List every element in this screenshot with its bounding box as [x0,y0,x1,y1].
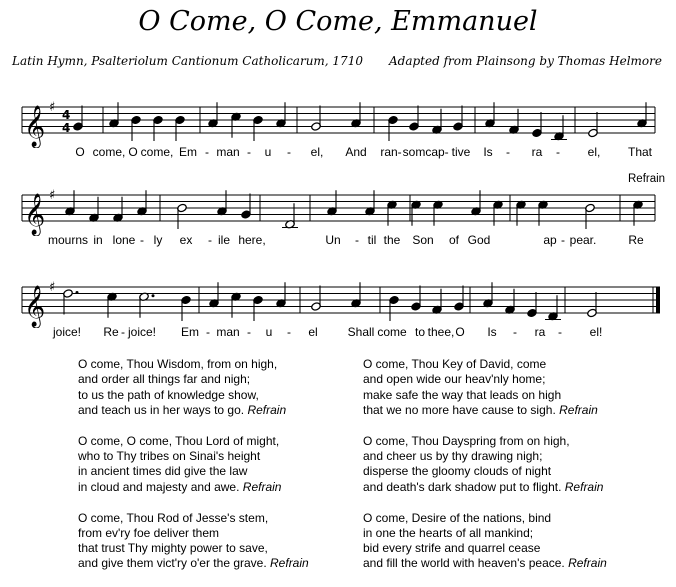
note [282,203,298,229]
verses-right-column [363,357,607,587]
note [231,292,242,318]
verse-line [363,556,607,571]
lyric-syllable: pear. [569,233,597,247]
verse-line-text: in one the hearts of all mankind; [363,525,534,540]
note [365,190,376,216]
lyric-syllable: of [448,233,460,247]
lyric-syllable: el, [310,145,324,159]
note [107,292,118,318]
note [411,200,422,226]
verse-line [78,541,309,556]
lyric-syllable: el! [589,325,603,339]
verse-line-text: and order all things far and nigh; [78,372,251,387]
note [432,289,443,315]
note [65,190,76,216]
verse-line [363,372,607,387]
verse-line [78,556,309,571]
key-signature-sharp-icon: ♯ [49,188,56,203]
verse [363,434,607,495]
lyric-syllable: - [206,325,210,339]
lyric-syllable: ra [534,325,546,339]
lyric-syllable: joice! [127,325,157,339]
lyric-syllable: Shall [347,325,375,339]
lyric-syllable: - [121,325,125,339]
lyric-syllable: el [308,325,318,339]
note [209,282,220,308]
lyric-syllable: lone [112,233,136,247]
key-signature-sharp-icon: ♯ [49,100,56,115]
lyric-syllable: ran- [380,145,402,159]
lyric-syllable: man [216,325,240,339]
note [493,200,504,226]
verse-line-text: disperse the gloomy clouds of night [363,464,552,479]
note [588,112,599,138]
lyric-syllable: u [265,325,273,339]
verse [78,357,309,418]
verse-line [78,449,309,464]
note [137,190,148,216]
note [389,295,400,321]
lyric-syllable: O [455,325,465,339]
verse-line [363,449,607,464]
lyric-syllable: That [627,145,653,159]
note [545,295,561,321]
verse-line-text: and cheer us by thy drawing nigh; [363,449,543,464]
note [387,200,398,226]
verse-line-text: bid every strife and quarrel cease [363,541,541,556]
verse-line-text: in cloud and majesty and awe. [78,479,240,494]
lyric-syllable: - [140,233,144,247]
lyric-syllable: thee, [427,325,455,339]
lyric-syllable: ile [217,233,231,247]
lyric-syllable: el, [587,145,601,159]
verse [363,357,607,418]
lyric-syllable: - [287,145,291,159]
verse-line-text: O come, O come, Thou Lord of might, [78,433,280,448]
lyric-syllable: som [402,145,426,159]
lyric-syllable: O [128,145,138,159]
refrain-cue: Refrain [247,402,287,417]
note [587,292,598,318]
lyric-syllable: - [247,145,251,159]
verse-line-text: and open wide our heav'nly home; [363,372,546,387]
verse-line [363,464,607,479]
lyric-syllable: Em [179,145,197,159]
lyric-syllable: tive [451,145,471,159]
refrain-marker: Refrain [628,173,666,185]
note [409,106,420,132]
note [109,102,120,128]
note [241,194,252,220]
note [538,200,549,226]
verse-line-text: O come, Thou Dayspring from on high, [363,433,570,448]
lyric-syllable: ly [153,233,163,247]
lyric-syllable: here, [238,233,266,247]
lyric-syllable: - [561,233,565,247]
verse-line-text: O come, Thou Wisdom, from on high, [78,357,278,371]
note [351,102,362,128]
lyric-syllable: til [367,233,377,247]
lyric-syllable: to [414,325,426,339]
note [485,102,496,128]
lyric-syllable: Re [628,233,644,247]
lyric-syllable: And [345,145,367,159]
note [181,295,192,321]
note [527,292,538,318]
lyric-syllable: come, [92,145,126,159]
key-signature-sharp-icon: ♯ [49,280,56,295]
note [433,200,444,226]
note [208,102,219,128]
verses-left-column [78,357,309,587]
verse-line-text: that trust Thy mighty power to save, [78,541,268,556]
verse-line-text: that we no more have cause to sigh. [363,402,556,417]
verse-line [363,526,607,541]
lyric-syllable: - [558,325,562,339]
verse-line-text: and death's dark shadow put to flight. [363,479,562,494]
note [113,197,124,223]
refrain-cue: Refrain [270,556,309,571]
verse [78,511,309,572]
verse-line [78,480,309,495]
hymn-title: O Come, O Come, Emmanuel [138,6,538,37]
lyric-syllable: - [205,145,209,159]
lyric-syllable: - [513,325,517,339]
refrain-cue: Refrain [564,479,604,494]
note [505,289,516,315]
lyric-syllable: the [383,233,401,247]
treble-clef-icon: 𝄞 [24,194,46,235]
verse-line [363,541,607,556]
verse-line-text: who to Thy tribes on Sinai's height [78,449,261,464]
lyric-syllable: Em [181,325,199,339]
note [637,102,648,128]
verse-line [78,357,309,372]
refrain-cue: Refrain [559,402,598,417]
music-staff-1 [0,98,676,148]
verse-line [78,434,309,449]
note [139,292,155,318]
note [432,109,443,135]
note [153,115,164,141]
lyric-syllable: - [506,145,510,159]
final-bar-thick [656,287,660,313]
lyric-syllable: - [355,233,359,247]
lyric-syllable: in [93,233,103,247]
verse-line [78,511,309,526]
note [311,106,322,132]
lyric-syllable: ap [543,233,557,247]
lyric-syllable: O [75,145,85,159]
text-credit: Latin Hymn, Psalteriolum Cantionum Catholicarum, 1710 [12,54,363,68]
note [633,200,644,226]
lyric-syllable: come, [140,145,174,159]
verse-line-text: and fill the world with heaven's peace. [363,556,565,571]
verse-line-text: in ancient times did give the law [78,464,248,479]
lyric-syllable: Is [487,325,497,339]
note [388,115,399,141]
verse-line-text: O come, Thou Rod of Jesse's stem, [78,510,269,525]
lyric-syllable: u [264,145,272,159]
note [276,282,287,308]
verse [78,434,309,495]
time-signature-bottom: 4 [62,121,71,135]
note [411,286,422,312]
lyric-syllable: ex [179,233,193,247]
verse-line-text: and give them vict'ry o'er the grave. [78,556,267,571]
music-staff-3 [0,278,676,328]
refrain-cue: Refrain [242,479,282,494]
note [454,286,465,312]
verse-line-text: and teach us in her ways to go. [78,402,245,417]
time-signature-top: 4 [62,108,71,122]
lyric-syllable: ra [531,145,543,159]
lyric-syllable: God [467,233,491,247]
verse-line [363,357,607,372]
verse-line [78,464,309,479]
verse-line [363,480,607,495]
note [175,115,186,141]
note [131,115,142,141]
verse-line [363,388,607,403]
note [276,102,287,128]
verse-line-text: O come, Desire of the nations, bind [363,510,552,525]
note [177,203,188,229]
verse-line [363,403,607,418]
verse-line [78,388,309,403]
verse-line-text: make safe the way that leads on high [363,387,562,402]
lyric-syllable: - [287,325,291,339]
note [471,190,482,216]
lyric-syllable: Son [412,233,434,247]
note [532,112,543,138]
lyric-syllable: man [216,145,240,159]
verse-line [78,526,309,541]
refrain-cue: Refrain [568,556,607,571]
note [551,115,567,141]
note [73,106,84,132]
verse-line-text: from ev'ry foe deliver them [78,525,220,540]
note [217,190,228,216]
lyric-syllable: Is [483,145,493,159]
verse-line-text: to us the path of knowledge show, [78,387,259,402]
note [253,115,264,141]
lyric-syllable: Re [103,325,119,339]
lyric-syllable: joice! [52,325,82,339]
lyric-syllable: - [247,325,251,339]
verse-line [78,372,309,387]
note [63,289,79,315]
note [516,200,527,226]
lyric-syllable: Un [325,233,341,247]
lyric-syllable: come [377,325,407,339]
music-staff-2 [0,186,676,236]
lyric-syllable: mourns [47,233,89,247]
music-credit: Adapted from Plainsong by Thomas Helmore [388,54,662,68]
note [89,197,100,223]
lyric-syllable: - [208,233,212,247]
verse-line-text: O come, Thou Key of David, come [363,357,547,371]
treble-clef-icon: 𝄞 [24,286,46,327]
verse [363,511,607,572]
note [253,295,264,321]
note [351,282,362,308]
lyric-syllable: cap- [425,145,449,159]
lyric-syllable: - [556,145,560,159]
note [509,109,520,135]
note [483,282,494,308]
verse-line [78,403,309,418]
note [231,112,242,138]
verse-line [363,511,607,526]
note [585,203,596,229]
treble-clef-icon: 𝄞 [24,106,46,147]
note [311,286,322,312]
verse-line [363,434,607,449]
note [453,106,464,132]
note [327,190,338,216]
